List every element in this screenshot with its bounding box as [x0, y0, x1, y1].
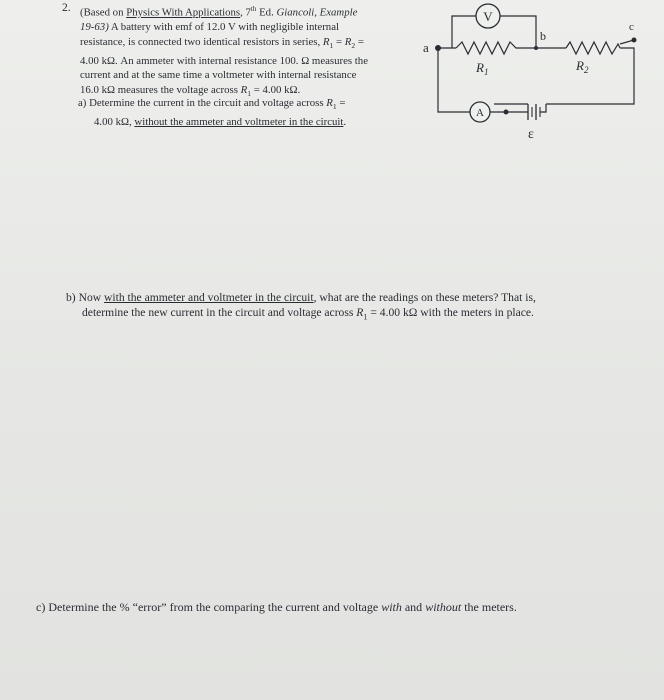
part-a-text: 4.00 kΩ,: [94, 115, 135, 128]
main-loop-wires: [438, 48, 634, 112]
part-b: [66, 290, 646, 324]
intro-line-3: [80, 35, 432, 54]
part-a-line-1: [78, 96, 428, 115]
subscript: 1: [329, 40, 334, 50]
r1-symbol: R: [322, 35, 330, 48]
intro-line-1: [80, 2, 432, 20]
r1-symbol: R: [326, 97, 333, 109]
ammeter-label: A: [476, 107, 484, 119]
part-b-line-1: [66, 290, 646, 305]
question-intro: [80, 2, 432, 101]
intro-text: =: [355, 35, 364, 48]
part-c: [36, 600, 636, 615]
part-b-text: , what are the readings on these meters? That is,: [313, 291, 536, 304]
part-a-text: =: [336, 97, 346, 109]
intro-text: A battery with emf of 12.0 V with negligible internal: [108, 21, 339, 34]
node-c-label: c: [629, 21, 634, 33]
intro-text: , 7: [240, 6, 251, 19]
part-a-text: Determine the current in the circuit and voltage across: [86, 97, 327, 109]
example-number: 19-63): [80, 21, 109, 34]
node-b-dot: [534, 46, 538, 50]
part-c-with: with: [381, 600, 402, 614]
part-c-label: c): [36, 600, 46, 614]
emf-label: ε: [528, 127, 534, 142]
wire: [438, 48, 470, 112]
part-c-text: Determine the % “error” from the comparing the current and voltage: [45, 600, 382, 614]
r1-symbol: R: [240, 83, 248, 96]
author-example: Giancoli, Example: [276, 6, 358, 19]
node-a-dot: [435, 45, 441, 51]
superscript: th: [250, 5, 257, 13]
part-a-underlined: without the ammeter and voltmeter in the circuit: [134, 115, 344, 128]
book-title: Physics With Applications: [126, 6, 241, 19]
part-b-text: = 4.00 kΩ with the meters in place.: [367, 306, 534, 319]
part-b-text: Now: [75, 291, 105, 304]
resistor-r2-icon: [566, 42, 620, 54]
part-a-line-2: [78, 115, 428, 130]
node-a-label: a: [423, 40, 429, 55]
battery-icon: [528, 104, 546, 120]
part-b-label: b): [66, 291, 76, 304]
part-c-text: and: [401, 600, 426, 614]
voltmeter-label: V: [483, 9, 493, 24]
resistor-r1-icon: [456, 42, 518, 54]
intro-text: (Based on: [80, 6, 127, 19]
intro-line-4: 4.00 kΩ. An ammeter with internal resistance 100. Ω measures the: [80, 54, 368, 67]
question-number: 2.: [62, 2, 71, 14]
part-b-underlined: with the ammeter and voltmeter in the circuit: [104, 291, 314, 304]
subscript: 1: [247, 88, 252, 98]
subscript: 2: [351, 40, 356, 50]
intro-line-5: current and at the same time a voltmeter with internal resistance: [80, 69, 357, 82]
intro-text: Ed.: [256, 6, 277, 19]
wire: [500, 16, 536, 48]
wire: [452, 16, 476, 48]
part-a-label: a): [78, 97, 87, 109]
wire: [546, 48, 634, 104]
intro-text: =: [333, 35, 345, 48]
r1-label: $R_1$: [476, 60, 489, 77]
part-a-text: .: [343, 115, 347, 128]
r2-label: $R_2$: [576, 58, 589, 75]
part-b-text: determine the new current in the circuit and voltage across: [82, 306, 357, 319]
intro-text: = 4.00 kΩ.: [251, 83, 301, 96]
circuit-diagram: [420, 0, 664, 150]
part-b-line-2: [66, 305, 646, 324]
r1-symbol: R: [356, 306, 364, 319]
intro-text: 16.0 kΩ measures the voltage across: [80, 83, 241, 96]
intro-text: resistance, is connected two identical resistors in series,: [80, 35, 323, 48]
subscript: 1: [363, 312, 368, 322]
part-a: [78, 96, 428, 129]
subscript: 1: [332, 102, 337, 112]
wire: [620, 40, 634, 44]
r2-symbol: R: [344, 35, 352, 48]
part-c-text: the meters.: [461, 600, 517, 614]
intro-line-2: [80, 20, 432, 35]
part-c-without: without: [425, 600, 462, 614]
node-b-label: b: [540, 29, 546, 43]
